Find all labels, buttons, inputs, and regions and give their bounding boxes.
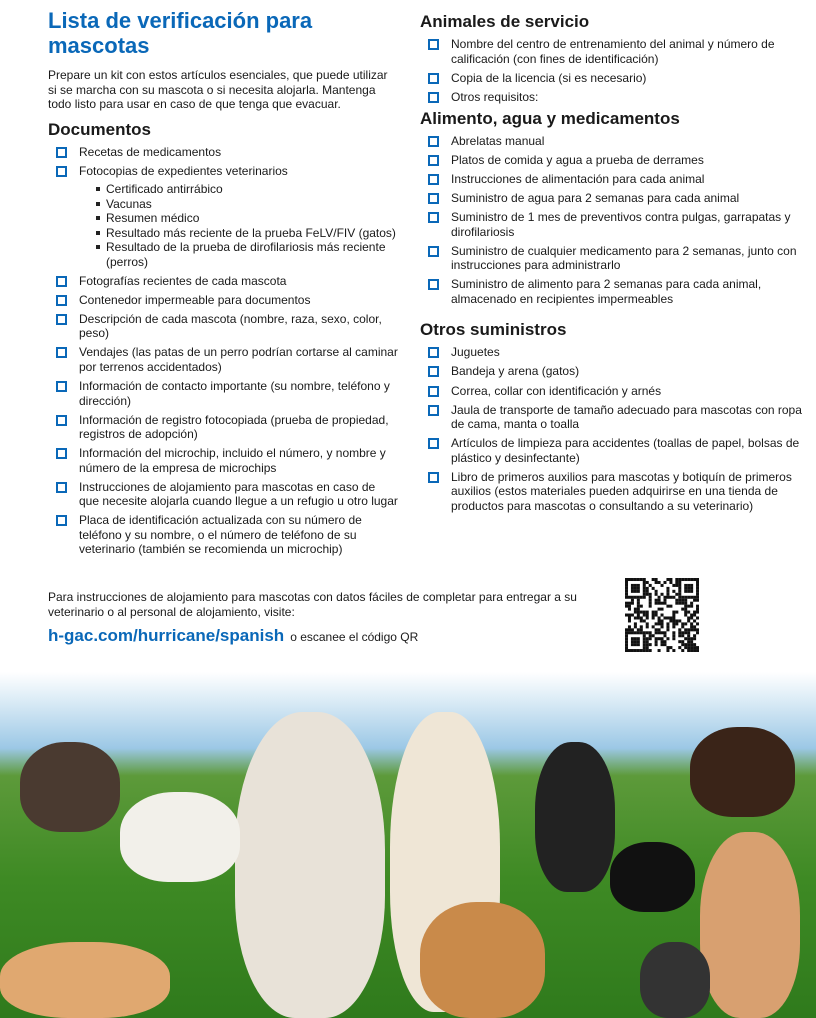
dog-image bbox=[690, 727, 795, 817]
checkbox-icon[interactable] bbox=[428, 472, 439, 483]
checklist-item bbox=[48, 446, 398, 475]
checklist-item-label: Instrucciones de alimentación para cada animal bbox=[451, 171, 705, 186]
checkbox-icon[interactable] bbox=[428, 246, 439, 257]
checkbox-icon[interactable] bbox=[56, 448, 67, 459]
checkbox-icon[interactable] bbox=[56, 314, 67, 325]
checklist-item bbox=[420, 71, 805, 86]
checkbox-icon[interactable] bbox=[428, 438, 439, 449]
checkbox-icon[interactable] bbox=[428, 366, 439, 377]
checklist-item-label: Otros requisitos: bbox=[451, 89, 539, 104]
bullet-icon bbox=[96, 216, 100, 220]
dog-image bbox=[235, 712, 385, 1018]
section-heading-documentos: Documentos bbox=[48, 119, 151, 139]
sub-item-label: Resultado más reciente de la prueba FeLV/FIV (gatos) bbox=[106, 225, 396, 240]
sub-item-label: Resultado de la prueba de dirofilariosis más reciente (perros) bbox=[106, 240, 386, 269]
cat-image bbox=[700, 832, 800, 1018]
footer bbox=[48, 590, 608, 645]
checklist-item bbox=[48, 480, 398, 509]
checkbox-icon[interactable] bbox=[428, 174, 439, 185]
left-column bbox=[48, 8, 398, 562]
checklist-item-label: Abrelatas manual bbox=[451, 133, 545, 148]
bullet-icon bbox=[96, 231, 100, 235]
checkbox-icon[interactable] bbox=[428, 136, 439, 147]
checklist-item bbox=[48, 379, 398, 408]
bullet-icon bbox=[96, 202, 100, 206]
checklist-item bbox=[420, 210, 805, 239]
checklist-item-label: Artículos de limpieza para accidentes (toallas de papel, bolsas de plástico y desinfectante) bbox=[451, 436, 800, 465]
sub-item bbox=[96, 240, 398, 269]
checklist-item-label: Platos de comida y agua a prueba de derrames bbox=[451, 152, 704, 167]
sub-item bbox=[96, 226, 398, 241]
checklist-item-label: Contenedor impermeable para documentos bbox=[79, 292, 311, 307]
checkbox-icon[interactable] bbox=[428, 386, 439, 397]
checklist-item bbox=[420, 345, 805, 360]
checkbox-icon[interactable] bbox=[56, 347, 67, 358]
checklist-item bbox=[48, 164, 398, 270]
documentos-list bbox=[48, 145, 398, 557]
sub-item-label: Certificado antirrábico bbox=[106, 182, 223, 197]
right-column bbox=[420, 8, 805, 518]
checklist-item bbox=[48, 345, 398, 374]
pets-photo bbox=[0, 672, 816, 1018]
sub-item bbox=[96, 197, 398, 212]
checklist-item bbox=[420, 191, 805, 206]
sub-item bbox=[96, 182, 398, 197]
checklist-item bbox=[420, 153, 805, 168]
alimento-list bbox=[420, 134, 805, 307]
checklist-item bbox=[420, 277, 805, 306]
dog-image bbox=[20, 742, 120, 832]
checklist-item bbox=[420, 384, 805, 399]
dog-image bbox=[610, 842, 695, 912]
section-heading-alimento: Alimento, agua y medicamentos bbox=[420, 108, 680, 128]
sub-item bbox=[96, 211, 398, 226]
checklist-item-label: Instrucciones de alojamiento para mascotas en caso de que necesite alojarla cuando llegue a un refugio u otro lugar bbox=[79, 479, 398, 509]
checkbox-icon[interactable] bbox=[428, 92, 439, 103]
checklist-item bbox=[48, 312, 398, 341]
checklist-item-label: Fotocopias de expedientes veterinarios bbox=[79, 163, 288, 178]
checklist-item bbox=[420, 244, 805, 273]
checkbox-icon[interactable] bbox=[56, 482, 67, 493]
checklist-item bbox=[420, 470, 805, 514]
sub-item-label: Vacunas bbox=[106, 196, 152, 211]
checklist-item bbox=[48, 413, 398, 442]
checklist-item-label: Información del microchip, incluido el número, y nombre y número de la empresa de microchips bbox=[79, 446, 386, 475]
checklist-item bbox=[48, 513, 398, 557]
checkbox-icon[interactable] bbox=[428, 155, 439, 166]
checklist-item-label: Juguetes bbox=[451, 345, 500, 360]
bullet-icon bbox=[96, 245, 100, 249]
checkbox-icon[interactable] bbox=[428, 39, 439, 50]
checklist-item-label: Copia de la licencia (si es necesario) bbox=[451, 70, 647, 85]
checkbox-icon[interactable] bbox=[56, 276, 67, 287]
checklist-item-label: Nombre del centro de entrenamiento del animal y número de calificación (con fines de identificación) bbox=[451, 37, 775, 66]
dog-image bbox=[120, 792, 240, 882]
checklist-item-label: Placa de identificación actualizada con su número de teléfono y su nombre, o el número de teléfono de su veterinario (también se recomienda un microchip) bbox=[79, 513, 362, 557]
checklist-item-label: Correa, collar con identificación y arnés bbox=[451, 383, 662, 398]
website-link[interactable]: h-gac.com/hurricane/spanish bbox=[48, 626, 285, 645]
checklist-item-label: Descripción de cada mascota (nombre, raza, sexo, color, peso) bbox=[79, 311, 382, 341]
footer-text: Para instrucciones de alojamiento para mascotas con datos fáciles de completar para entregar a su veterinario o al personal de alojamiento, visite: bbox=[48, 590, 577, 619]
bullet-icon bbox=[96, 187, 100, 191]
section-heading-otros: Otros suministros bbox=[420, 320, 567, 340]
checklist-item bbox=[420, 37, 805, 66]
sub-list bbox=[96, 182, 398, 269]
checklist-item-label: Suministro de alimento para 2 semanas para cada animal, almacenado en recipientes impermeables bbox=[451, 277, 762, 306]
dog-image bbox=[535, 742, 615, 892]
section-heading-servicio: Animales de servicio bbox=[420, 12, 590, 31]
qr-code bbox=[625, 578, 699, 652]
checklist-item-label: Fotografías recientes de cada mascota bbox=[79, 273, 287, 288]
checkbox-icon[interactable] bbox=[428, 405, 439, 416]
checklist-item-label: Libro de primeros auxilios para mascotas y botiquín de primeros auxilios (estos materiales pueden adquirirse en una tienda de productos para mascotas o consultando a su veterinario) bbox=[451, 469, 792, 513]
checklist-item-label: Información de contacto importante (su nombre, teléfono y dirección) bbox=[79, 379, 390, 408]
checklist-item bbox=[420, 403, 805, 432]
checklist-item bbox=[420, 134, 805, 149]
servicio-list bbox=[420, 37, 805, 104]
checklist-item bbox=[48, 293, 398, 308]
checklist-item-label: Jaula de transporte de tamaño adecuado para mascotas con ropa de cama, manta o toalla bbox=[451, 402, 802, 432]
checkbox-icon[interactable] bbox=[56, 147, 67, 158]
checklist-item bbox=[48, 274, 398, 289]
checklist-item bbox=[420, 172, 805, 187]
checklist-item bbox=[420, 90, 805, 105]
checklist-item-label: Bandeja y arena (gatos) bbox=[451, 364, 580, 379]
sub-item-label: Resumen médico bbox=[106, 211, 200, 226]
checkbox-icon[interactable] bbox=[56, 381, 67, 392]
page-title: Lista de verificación para mascotas bbox=[48, 8, 313, 58]
dog-image bbox=[420, 902, 545, 1018]
checklist-item-label: Suministro de 1 mes de preventivos contra pulgas, garrapatas y dirofilariosis bbox=[451, 210, 791, 239]
cat-image bbox=[0, 942, 170, 1018]
checklist-item-label: Recetas de medicamentos bbox=[79, 144, 222, 159]
checkbox-icon[interactable] bbox=[428, 347, 439, 358]
checklist-item-label: Suministro de agua para 2 semanas para cada animal bbox=[451, 191, 740, 206]
checklist-item-label: Vendajes (las patas de un perro podrían cortarse al caminar por terrenos accidentados) bbox=[79, 345, 398, 374]
checkbox-icon[interactable] bbox=[56, 295, 67, 306]
checkbox-icon[interactable] bbox=[428, 212, 439, 223]
checkbox-icon[interactable] bbox=[428, 193, 439, 204]
checklist-item-label: Suministro de cualquier medicamento para 2 semanas, junto con instrucciones para administrarlo bbox=[451, 243, 797, 273]
checkbox-icon[interactable] bbox=[56, 415, 67, 426]
checklist-item bbox=[48, 145, 398, 160]
checkbox-icon[interactable] bbox=[56, 166, 67, 177]
checklist-item bbox=[420, 364, 805, 379]
checkbox-icon[interactable] bbox=[428, 279, 439, 290]
cat-image bbox=[640, 942, 710, 1018]
checkbox-icon[interactable] bbox=[56, 515, 67, 526]
otros-list bbox=[420, 345, 805, 513]
qr-note: o escanee el código QR bbox=[290, 630, 419, 644]
checklist-item-label: Información de registro fotocopiada (prueba de propiedad, registros de adopción) bbox=[79, 412, 389, 442]
checklist-item bbox=[420, 436, 805, 465]
checkbox-icon[interactable] bbox=[428, 73, 439, 84]
intro-text: Prepare un kit con estos artículos esenciales, que puede utilizar si se marcha con su mascota o si necesita alojarla. Mantenga todo listo para usar en caso de que tenga que evacuar. bbox=[48, 68, 388, 111]
